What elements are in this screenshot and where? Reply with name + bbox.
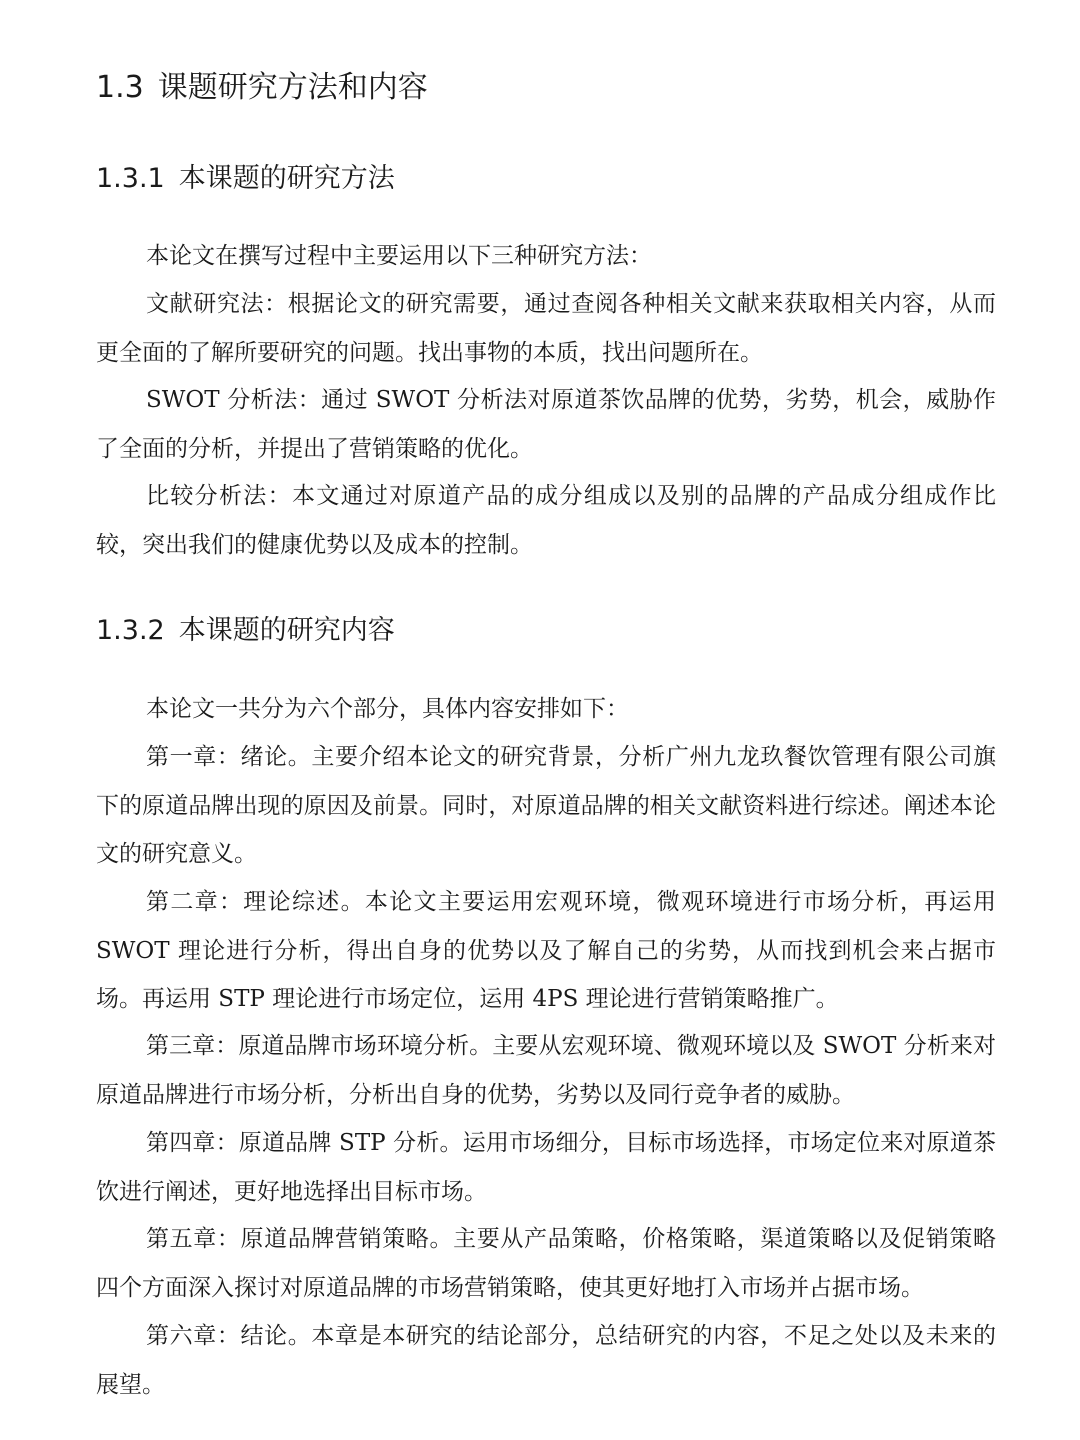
subsection-title: 本课题的研究内容	[178, 615, 395, 646]
paragraph: 第四章：原道品牌 STP 分析。运用市场细分，目标市场选择，市场定位来对原道茶饮进行阐述，更好地选择出目标市场。	[96, 1130, 996, 1205]
paragraph: 第三章：原道品牌市场环境分析。主要从宏观环境、微观环境以及 SWOT 分析来对原道品牌进行市场分析，分析出自身的优势，劣势以及同行竞争者的威胁。	[96, 1033, 996, 1108]
paragraph: 比较分析法：本文通过对原道产品的成分组成以及别的品牌的产品成分组成作比较，突出我们的健康优势以及成本的控制。	[96, 483, 996, 558]
subsection-heading-content	[96, 608, 395, 647]
paragraph: 本论文在撰写过程中主要运用以下三种研究方法：	[146, 243, 652, 269]
subsection-number: 1.3.1	[96, 163, 165, 194]
paragraph: SWOT 分析法：通过 SWOT 分析法对原道茶饮品牌的优势，劣势，机会，威胁作了全面的分析，并提出了营销策略的优化。	[96, 387, 996, 462]
subsection-number: 1.3.2	[96, 615, 165, 646]
subsection-heading-methods	[96, 156, 395, 195]
paragraph: 第一章：绪论。主要介绍本论文的研究背景，分析广州九龙玖餐饮管理有限公司旗下的原道品牌出现的原因及前景。同时，对原道品牌的相关文献资料进行综述。阐述本论文的研究意义。	[96, 744, 996, 867]
paragraph: 文献研究法：根据论文的研究需要，通过查阅各种相关文献来获取相关内容，从而更全面的了解所要研究的问题。找出事物的本质，找出问题所在。	[96, 291, 996, 366]
subsection-title: 本课题的研究方法	[178, 163, 395, 194]
section-heading	[96, 62, 428, 106]
section-number: 1.3	[96, 70, 144, 105]
paragraph: 第六章：结论。本章是本研究的结论部分，总结研究的内容，不足之处以及未来的展望。	[96, 1323, 996, 1398]
paragraph: 第二章：理论综述。本论文主要运用宏观环境，微观环境进行市场分析，再运用SWOT 理论进行分析，得出自身的优势以及了解自己的劣势，从而找到机会来占据市场。再运用 STP 理论进行市场定位，运用 4PS 理论进行营销策略推广。	[96, 889, 996, 1012]
paragraph: 本论文一共分为六个部分，具体内容安排如下：	[146, 696, 629, 722]
paragraph: 第五章：原道品牌营销策略。主要从产品策略，价格策略，渠道策略以及促销策略四个方面深入探讨对原道品牌的市场营销策略，使其更好地打入市场并占据市场。	[96, 1226, 996, 1301]
section-title: 课题研究方法和内容	[157, 70, 428, 105]
